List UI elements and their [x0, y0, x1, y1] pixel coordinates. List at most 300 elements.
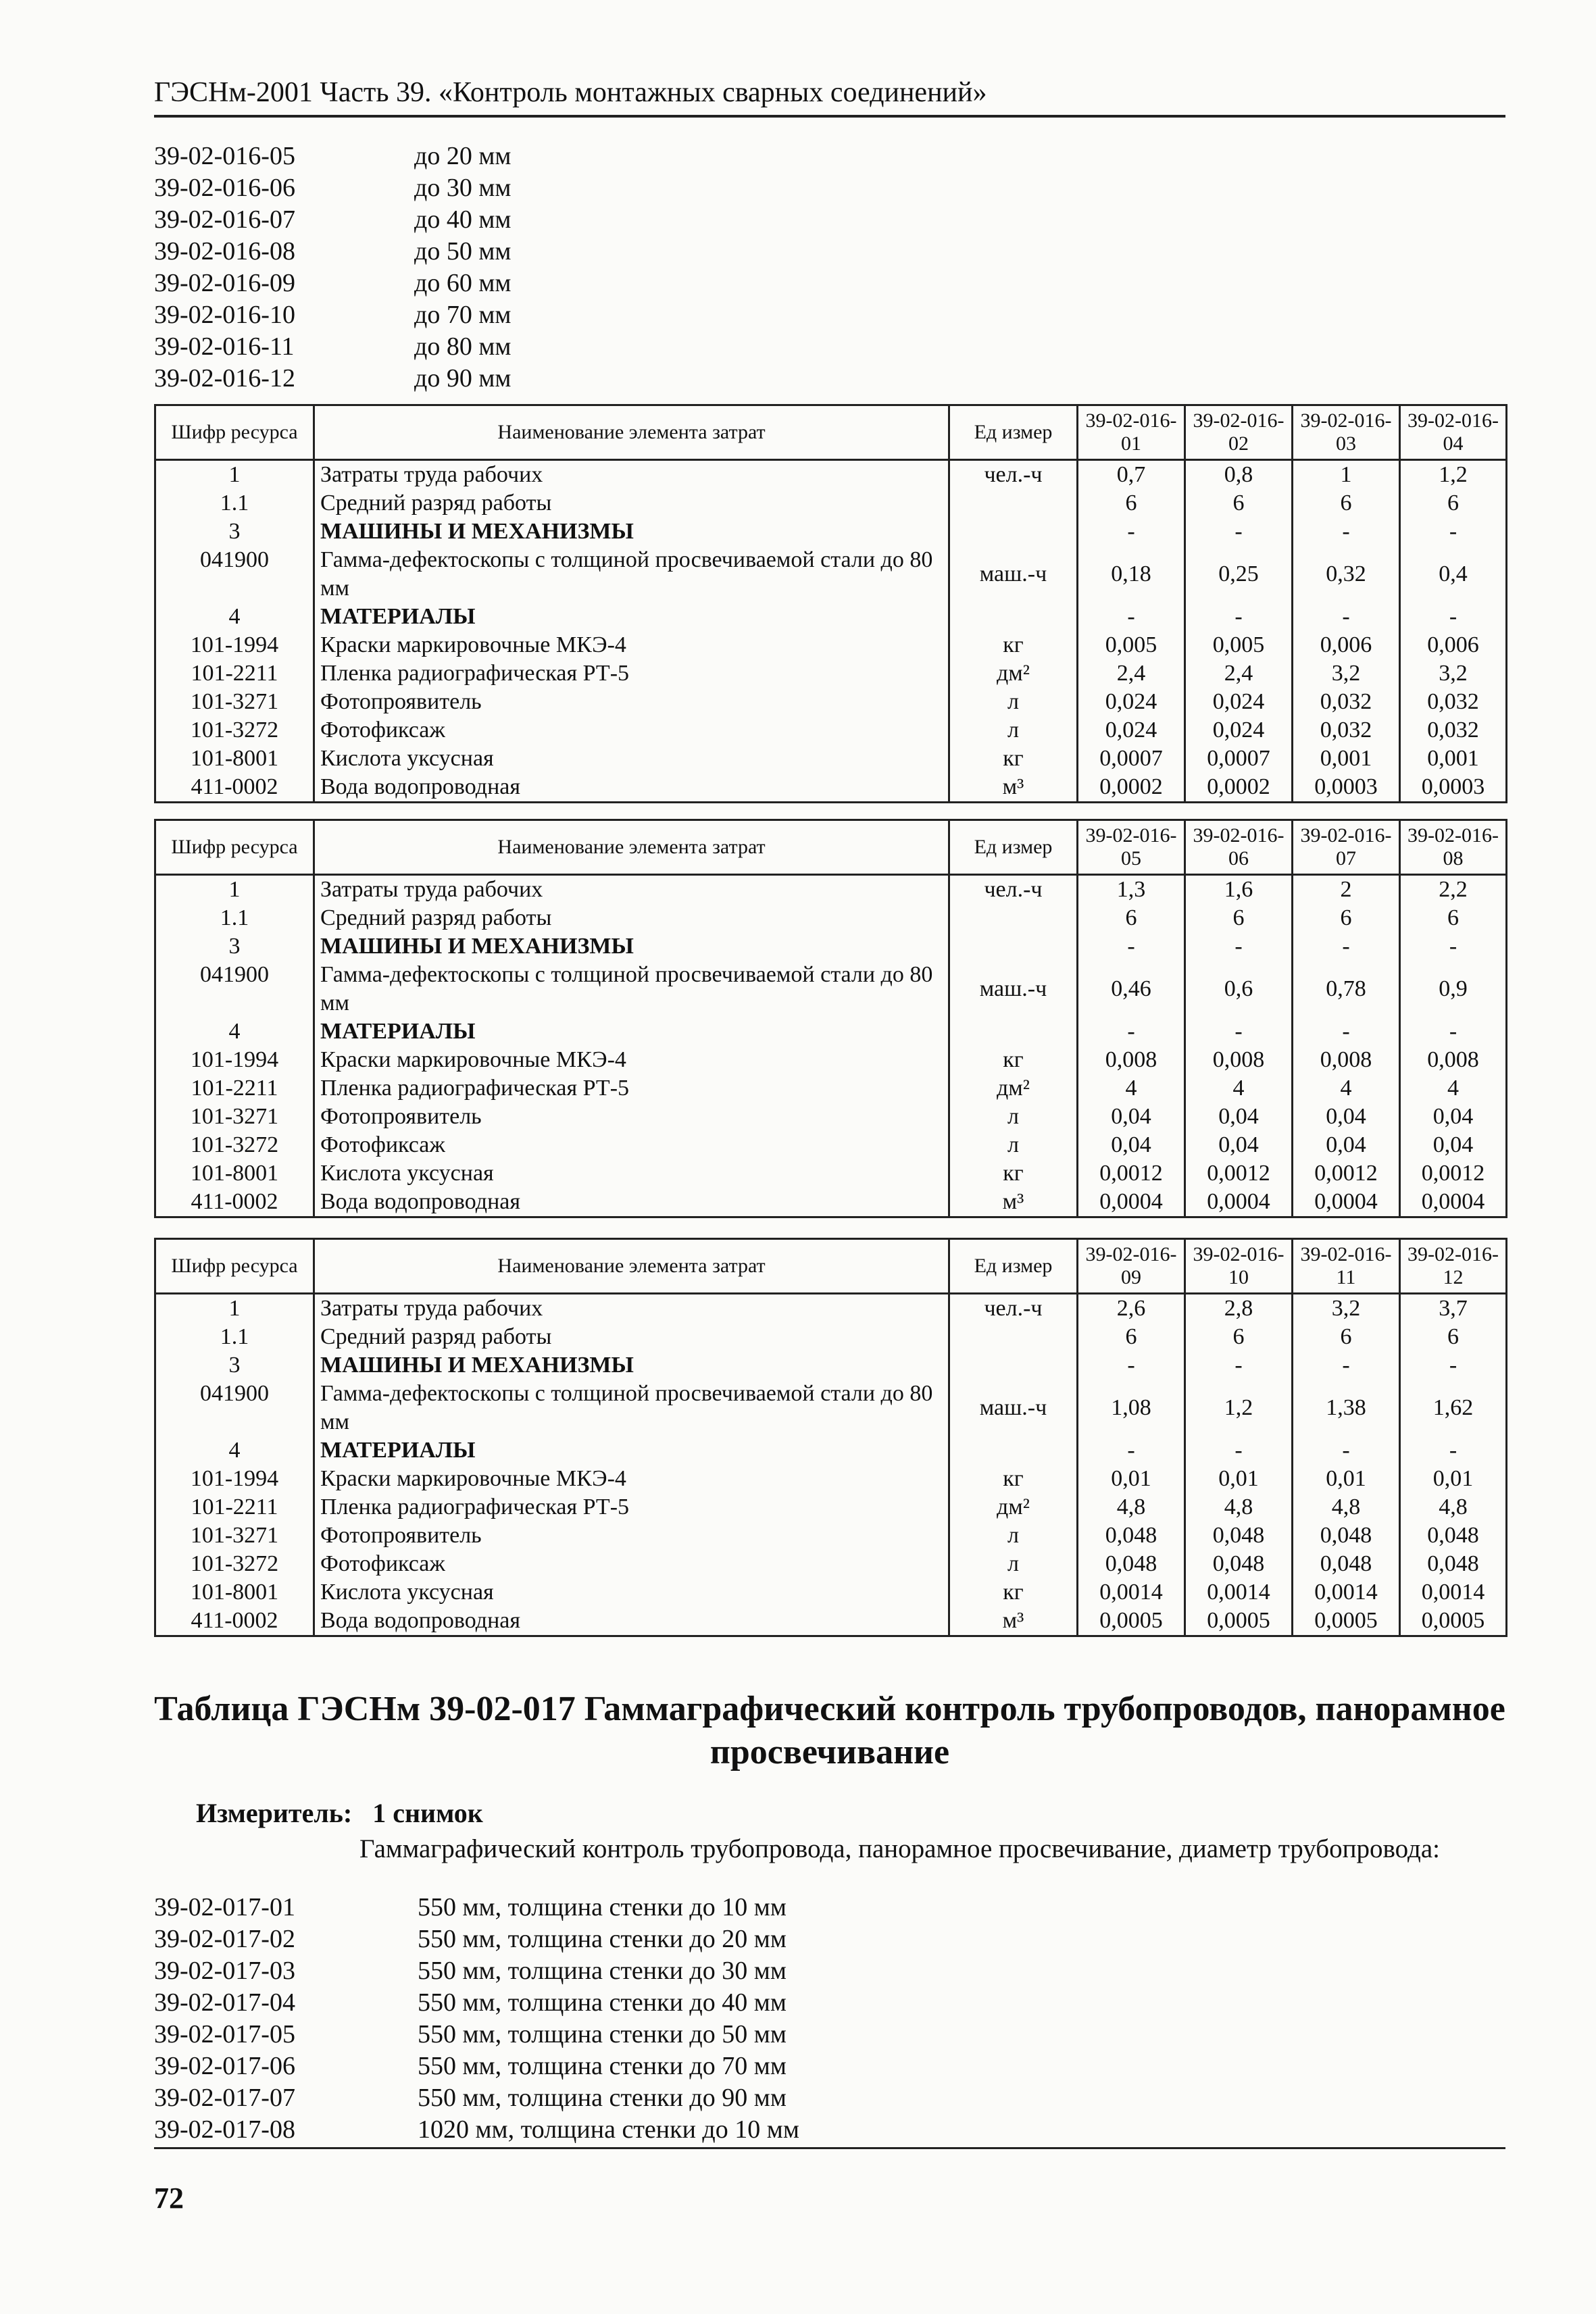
row-name: Пленка радиографическая РТ-5 — [314, 659, 949, 688]
row-code: 041900 — [155, 961, 314, 1017]
row-name: Фотофиксаж — [314, 1550, 949, 1578]
row-unit: л — [949, 1521, 1078, 1550]
table-row — [155, 875, 1507, 905]
row-value: 0,18 — [1078, 546, 1185, 603]
table-row — [155, 1521, 1507, 1550]
list-item — [154, 2082, 799, 2114]
row-value: 0,048 — [1185, 1550, 1293, 1578]
row-code: 101-2211 — [155, 1074, 314, 1103]
row-value: 0,04 — [1293, 1131, 1400, 1159]
row-value: 0,0005 — [1400, 1607, 1507, 1636]
row-value: 1,2 — [1400, 460, 1507, 490]
header-norm-code: 39-02-016-02 — [1185, 405, 1293, 460]
row-value: 0,032 — [1400, 688, 1507, 716]
row-code: 041900 — [155, 1380, 314, 1436]
list-item-code: 39-02-017-05 — [154, 2020, 295, 2048]
row-value: 0,4 — [1400, 546, 1507, 603]
list-item-code: 39-02-016-12 — [154, 364, 295, 393]
table-header-row — [155, 820, 1507, 875]
row-unit — [949, 1323, 1078, 1351]
row-value: 0,04 — [1400, 1103, 1507, 1131]
row-value: 6 — [1293, 489, 1400, 518]
row-code: 3 — [155, 1351, 314, 1380]
list-item — [154, 1892, 799, 1923]
row-name: Средний разряд работы — [314, 1323, 949, 1351]
row-value: 0,0014 — [1078, 1578, 1185, 1607]
row-value: - — [1078, 1017, 1185, 1046]
row-code: 101-1994 — [155, 1046, 314, 1074]
row-value: 0,0005 — [1185, 1607, 1293, 1636]
row-value: - — [1078, 932, 1185, 961]
section-title: Таблица ГЭСНм 39-02-017 Гаммаграфический контроль трубопроводов, панорамное просвечивание — [154, 1690, 1505, 1771]
table-row — [155, 460, 1507, 490]
list-item — [154, 268, 511, 299]
row-value: 6 — [1078, 489, 1185, 518]
row-value: 1,2 — [1185, 1380, 1293, 1436]
row-value: 0,7 — [1078, 460, 1185, 490]
row-value: 1,38 — [1293, 1380, 1400, 1436]
row-name: Фотопроявитель — [314, 688, 949, 716]
list-item-text: 550 мм, толщина стенки до 10 мм — [418, 1893, 787, 1921]
row-value: 0,032 — [1293, 688, 1400, 716]
row-value: 6 — [1293, 1323, 1400, 1351]
list-item-code: 39-02-017-08 — [154, 2115, 295, 2144]
list-item — [154, 1955, 799, 1987]
list-item — [154, 1987, 799, 2019]
bottom-code-list — [154, 1892, 799, 2146]
row-value: 1,6 — [1185, 875, 1293, 905]
table-row — [155, 773, 1507, 803]
table-row — [155, 603, 1507, 631]
row-value: 0,048 — [1078, 1550, 1185, 1578]
list-item-text: 550 мм, толщина стенки до 40 мм — [418, 1988, 787, 2017]
row-unit: л — [949, 688, 1078, 716]
row-value: 0,0003 — [1293, 773, 1400, 803]
row-name: Пленка радиографическая РТ-5 — [314, 1074, 949, 1103]
meter-value: 1 снимок — [372, 1798, 483, 1828]
header-norm-code: 39-02-016-08 — [1400, 820, 1507, 875]
row-value: 2,2 — [1400, 875, 1507, 905]
table-row — [155, 1607, 1507, 1636]
list-item — [154, 1923, 799, 1955]
row-value: 0,048 — [1293, 1521, 1400, 1550]
header-norm-code: 39-02-016-04 — [1400, 405, 1507, 460]
table-row — [155, 489, 1507, 518]
table-row — [155, 1074, 1507, 1103]
header-norm-code: 39-02-016-01 — [1078, 405, 1185, 460]
list-item-text: до 60 мм — [414, 269, 512, 297]
row-value: 6 — [1185, 1323, 1293, 1351]
row-name: Фотофиксаж — [314, 1131, 949, 1159]
row-value: 2,6 — [1078, 1294, 1185, 1324]
row-value: - — [1078, 518, 1185, 546]
row-value: 0,048 — [1185, 1521, 1293, 1550]
row-unit — [949, 932, 1078, 961]
row-name: Гамма-дефектоскопы с толщиной просвечиваемой стали до 80 мм — [314, 1380, 949, 1436]
list-item-code: 39-02-016-10 — [154, 301, 295, 329]
row-name: Гамма-дефектоскопы с толщиной просвечиваемой стали до 80 мм — [314, 961, 949, 1017]
row-unit: л — [949, 716, 1078, 745]
row-value: 0,008 — [1400, 1046, 1507, 1074]
row-code: 101-1994 — [155, 631, 314, 659]
table-row — [155, 932, 1507, 961]
table-row — [155, 1351, 1507, 1380]
table-row — [155, 1131, 1507, 1159]
header-norm-code: 39-02-016-10 — [1185, 1239, 1293, 1294]
row-value: 0,9 — [1400, 961, 1507, 1017]
row-name: Средний разряд работы — [314, 489, 949, 518]
row-value: 0,0002 — [1078, 773, 1185, 803]
row-value: 4 — [1400, 1074, 1507, 1103]
row-code: 411-0002 — [155, 1188, 314, 1217]
row-value: 0,0005 — [1078, 1607, 1185, 1636]
list-item-text: 550 мм, толщина стенки до 90 мм — [418, 2084, 787, 2112]
row-code: 411-0002 — [155, 1607, 314, 1636]
row-value: 0,0007 — [1078, 745, 1185, 773]
header-unit: Ед измер — [949, 820, 1078, 875]
row-value: 0,0004 — [1293, 1188, 1400, 1217]
row-value: 0,005 — [1185, 631, 1293, 659]
row-name: Вода водопроводная — [314, 1607, 949, 1636]
row-code: 3 — [155, 518, 314, 546]
row-unit — [949, 489, 1078, 518]
list-item — [154, 2051, 799, 2082]
row-unit — [949, 1436, 1078, 1465]
row-value: - — [1078, 1351, 1185, 1380]
row-value: 0,008 — [1078, 1046, 1185, 1074]
row-value: 0,0014 — [1293, 1578, 1400, 1607]
row-code: 101-2211 — [155, 1493, 314, 1521]
row-name: Краски маркировочные МКЭ-4 — [314, 1046, 949, 1074]
row-value: 0,32 — [1293, 546, 1400, 603]
list-item-text: до 80 мм — [414, 332, 512, 361]
header-code: Шифр ресурса — [155, 820, 314, 875]
header-unit: Ед измер — [949, 1239, 1078, 1294]
table-row — [155, 659, 1507, 688]
row-value: 0,001 — [1293, 745, 1400, 773]
row-value: 0,01 — [1400, 1465, 1507, 1493]
list-item-text: до 90 мм — [414, 364, 512, 393]
row-code: 4 — [155, 603, 314, 631]
row-name: Кислота уксусная — [314, 1159, 949, 1188]
row-unit: дм² — [949, 1074, 1078, 1103]
row-unit: л — [949, 1131, 1078, 1159]
row-value: 6 — [1078, 904, 1185, 932]
row-name: МАТЕРИАЛЫ — [314, 1436, 949, 1465]
row-value: 4 — [1078, 1074, 1185, 1103]
row-unit — [949, 518, 1078, 546]
row-value: 0,0007 — [1185, 745, 1293, 773]
row-value: 0,001 — [1400, 745, 1507, 773]
row-code: 101-8001 — [155, 745, 314, 773]
table-row — [155, 1578, 1507, 1607]
row-code: 1.1 — [155, 1323, 314, 1351]
section-description: Гаммаграфический контроль трубопровода, панорамное просвечивание, диаметр трубопровода: — [359, 1834, 1440, 1863]
row-value: 0,0012 — [1400, 1159, 1507, 1188]
resource-table-2 — [154, 819, 1507, 1218]
row-unit — [949, 603, 1078, 631]
header-rule — [154, 115, 1505, 118]
row-unit: кг — [949, 745, 1078, 773]
table-row — [155, 1103, 1507, 1131]
row-value: 0,008 — [1185, 1046, 1293, 1074]
list-item-code: 39-02-016-11 — [154, 332, 295, 361]
header-code: Шифр ресурса — [155, 1239, 314, 1294]
table-row — [155, 546, 1507, 603]
row-value: 4,8 — [1185, 1493, 1293, 1521]
row-code: 1 — [155, 460, 314, 490]
row-value: 0,048 — [1400, 1521, 1507, 1550]
row-value: - — [1293, 1017, 1400, 1046]
row-value: 0,032 — [1400, 716, 1507, 745]
page-number: 72 — [154, 2182, 184, 2215]
row-value: 6 — [1400, 1323, 1507, 1351]
row-value: 0,04 — [1185, 1131, 1293, 1159]
row-unit: кг — [949, 1046, 1078, 1074]
row-unit: маш.-ч — [949, 1380, 1078, 1436]
row-unit: л — [949, 1103, 1078, 1131]
row-name: Фотопроявитель — [314, 1521, 949, 1550]
row-value: - — [1293, 518, 1400, 546]
header-name: Наименование элемента затрат — [314, 405, 949, 460]
row-unit: чел.-ч — [949, 460, 1078, 490]
running-header: ГЭСНм-2001 Часть 39. «Контроль монтажных сварных соединений» — [154, 77, 987, 108]
row-name: Кислота уксусная — [314, 745, 949, 773]
row-value: 0,048 — [1078, 1521, 1185, 1550]
header-name: Наименование элемента затрат — [314, 1239, 949, 1294]
row-code: 041900 — [155, 546, 314, 603]
row-value: - — [1185, 1017, 1293, 1046]
list-item-code: 39-02-016-07 — [154, 205, 295, 234]
row-value: - — [1185, 603, 1293, 631]
table-row — [155, 961, 1507, 1017]
row-value: 4 — [1293, 1074, 1400, 1103]
row-unit: кг — [949, 1578, 1078, 1607]
row-value: 0,46 — [1078, 961, 1185, 1017]
table-row — [155, 1046, 1507, 1074]
row-value: 0,04 — [1293, 1103, 1400, 1131]
table-row — [155, 688, 1507, 716]
row-unit — [949, 904, 1078, 932]
row-value: 0,0014 — [1400, 1578, 1507, 1607]
list-item — [154, 2114, 799, 2146]
table-row — [155, 1017, 1507, 1046]
row-name: МАШИНЫ И МЕХАНИЗМЫ — [314, 1351, 949, 1380]
row-value: 0,0002 — [1185, 773, 1293, 803]
row-value: 4 — [1185, 1074, 1293, 1103]
list-item-text: до 30 мм — [414, 174, 512, 202]
row-value: - — [1293, 603, 1400, 631]
row-name: Гамма-дефектоскопы с толщиной просвечиваемой стали до 80 мм — [314, 546, 949, 603]
row-code: 101-3271 — [155, 688, 314, 716]
row-value: 0,0004 — [1185, 1188, 1293, 1217]
list-item — [154, 204, 511, 236]
row-value: 0,048 — [1293, 1550, 1400, 1578]
table-row — [155, 745, 1507, 773]
row-value: 4,8 — [1293, 1493, 1400, 1521]
header-norm-code: 39-02-016-05 — [1078, 820, 1185, 875]
row-code: 1.1 — [155, 904, 314, 932]
row-value: 0,8 — [1185, 460, 1293, 490]
row-value: 0,6 — [1185, 961, 1293, 1017]
row-unit: маш.-ч — [949, 546, 1078, 603]
row-value: 0,04 — [1078, 1131, 1185, 1159]
row-name: Пленка радиографическая РТ-5 — [314, 1493, 949, 1521]
list-item-code: 39-02-017-01 — [154, 1893, 295, 1921]
table-row — [155, 1380, 1507, 1436]
list-item-text: 550 мм, толщина стенки до 30 мм — [418, 1957, 787, 1985]
list-item-code: 39-02-016-06 — [154, 174, 295, 202]
row-value: - — [1400, 1436, 1507, 1465]
row-value: 1,62 — [1400, 1380, 1507, 1436]
list-item-text: 550 мм, толщина стенки до 50 мм — [418, 2020, 787, 2048]
row-value: 2,4 — [1185, 659, 1293, 688]
row-unit — [949, 1017, 1078, 1046]
row-value: - — [1400, 518, 1507, 546]
table-row — [155, 1188, 1507, 1217]
row-code: 3 — [155, 932, 314, 961]
row-code: 101-1994 — [155, 1465, 314, 1493]
list-item-code: 39-02-016-08 — [154, 237, 295, 266]
row-value: 6 — [1293, 904, 1400, 932]
table-row — [155, 904, 1507, 932]
row-value: - — [1293, 1436, 1400, 1465]
row-name: Затраты труда рабочих — [314, 1294, 949, 1324]
row-name: Вода водопроводная — [314, 1188, 949, 1217]
row-value: 1,08 — [1078, 1380, 1185, 1436]
row-value: 0,024 — [1078, 688, 1185, 716]
list-item — [154, 172, 511, 204]
row-value: 0,04 — [1078, 1103, 1185, 1131]
list-item — [154, 236, 511, 268]
row-code: 1 — [155, 875, 314, 905]
row-value: - — [1400, 1351, 1507, 1380]
table-row — [155, 1159, 1507, 1188]
row-value: 2 — [1293, 875, 1400, 905]
list-item — [154, 331, 511, 363]
row-code: 1 — [155, 1294, 314, 1324]
top-code-list — [154, 141, 511, 395]
row-value: 0,0012 — [1293, 1159, 1400, 1188]
list-item — [154, 299, 511, 331]
header-norm-code: 39-02-016-07 — [1293, 820, 1400, 875]
row-value: 2,4 — [1078, 659, 1185, 688]
list-item-code: 39-02-017-07 — [154, 2084, 295, 2112]
table-row — [155, 1294, 1507, 1324]
row-name: Кислота уксусная — [314, 1578, 949, 1607]
row-value: - — [1185, 1436, 1293, 1465]
row-value: 3,7 — [1400, 1294, 1507, 1324]
table-row — [155, 1493, 1507, 1521]
list-item-code: 39-02-017-04 — [154, 1988, 295, 2017]
row-value: 1 — [1293, 460, 1400, 490]
row-code: 101-8001 — [155, 1578, 314, 1607]
row-name: МАТЕРИАЛЫ — [314, 1017, 949, 1046]
row-value: 0,005 — [1078, 631, 1185, 659]
header-norm-code: 39-02-016-09 — [1078, 1239, 1185, 1294]
header-norm-code: 39-02-016-03 — [1293, 405, 1400, 460]
row-code: 4 — [155, 1017, 314, 1046]
row-name: Затраты труда рабочих — [314, 460, 949, 490]
row-value: 0,01 — [1185, 1465, 1293, 1493]
list-item-text: 1020 мм, толщина стенки до 10 мм — [418, 2115, 799, 2144]
row-value: 0,01 — [1293, 1465, 1400, 1493]
list-item — [154, 2019, 799, 2051]
table-header-row — [155, 405, 1507, 460]
row-value: 0,006 — [1293, 631, 1400, 659]
row-value: 1,3 — [1078, 875, 1185, 905]
row-value: 0,024 — [1185, 688, 1293, 716]
list-item-text: до 40 мм — [414, 205, 512, 234]
list-item-code: 39-02-016-09 — [154, 269, 295, 297]
row-value: 3,2 — [1293, 1294, 1400, 1324]
table-row — [155, 1465, 1507, 1493]
row-name: Фотопроявитель — [314, 1103, 949, 1131]
table-header-row — [155, 1239, 1507, 1294]
row-code: 101-8001 — [155, 1159, 314, 1188]
header-norm-code: 39-02-016-12 — [1400, 1239, 1507, 1294]
resource-table-3 — [154, 1238, 1507, 1637]
row-code: 101-3271 — [155, 1103, 314, 1131]
table-row — [155, 1323, 1507, 1351]
list-item — [154, 363, 511, 395]
table-row — [155, 1550, 1507, 1578]
row-name: МАТЕРИАЛЫ — [314, 603, 949, 631]
row-unit: кг — [949, 1159, 1078, 1188]
list-item-text: 550 мм, толщина стенки до 20 мм — [418, 1925, 787, 1953]
row-value: - — [1400, 932, 1507, 961]
row-value: 0,024 — [1185, 716, 1293, 745]
row-value: 4,8 — [1400, 1493, 1507, 1521]
row-value: 0,024 — [1078, 716, 1185, 745]
row-value: 0,04 — [1400, 1131, 1507, 1159]
row-value: 3,2 — [1293, 659, 1400, 688]
footer-rule — [154, 2147, 1505, 2149]
row-value: 0,04 — [1185, 1103, 1293, 1131]
row-name: Средний разряд работы — [314, 904, 949, 932]
row-value: - — [1185, 1351, 1293, 1380]
row-code: 411-0002 — [155, 773, 314, 803]
row-name: Фотофиксаж — [314, 716, 949, 745]
list-item-code: 39-02-017-03 — [154, 1957, 295, 1985]
header-name: Наименование элемента затрат — [314, 820, 949, 875]
row-code: 4 — [155, 1436, 314, 1465]
table-row — [155, 518, 1507, 546]
header-norm-code: 39-02-016-06 — [1185, 820, 1293, 875]
row-code: 1.1 — [155, 489, 314, 518]
list-item-code: 39-02-017-06 — [154, 2052, 295, 2080]
row-value: - — [1293, 1351, 1400, 1380]
row-value: - — [1400, 603, 1507, 631]
row-value: 0,01 — [1078, 1465, 1185, 1493]
row-name: Краски маркировочные МКЭ-4 — [314, 631, 949, 659]
row-value: 0,032 — [1293, 716, 1400, 745]
row-unit: маш.-ч — [949, 961, 1078, 1017]
row-value: 0,0005 — [1293, 1607, 1400, 1636]
resource-table-1 — [154, 404, 1507, 803]
header-norm-code: 39-02-016-11 — [1293, 1239, 1400, 1294]
meter-line — [196, 1797, 483, 1829]
row-value: 0,0003 — [1400, 773, 1507, 803]
list-item-text: до 20 мм — [414, 142, 512, 170]
row-value: - — [1078, 603, 1185, 631]
list-item-code: 39-02-016-05 — [154, 142, 295, 170]
row-value: 0,0014 — [1185, 1578, 1293, 1607]
row-value: - — [1185, 932, 1293, 961]
header-unit: Ед измер — [949, 405, 1078, 460]
list-item-code: 39-02-017-02 — [154, 1925, 295, 1953]
row-value: - — [1078, 1436, 1185, 1465]
